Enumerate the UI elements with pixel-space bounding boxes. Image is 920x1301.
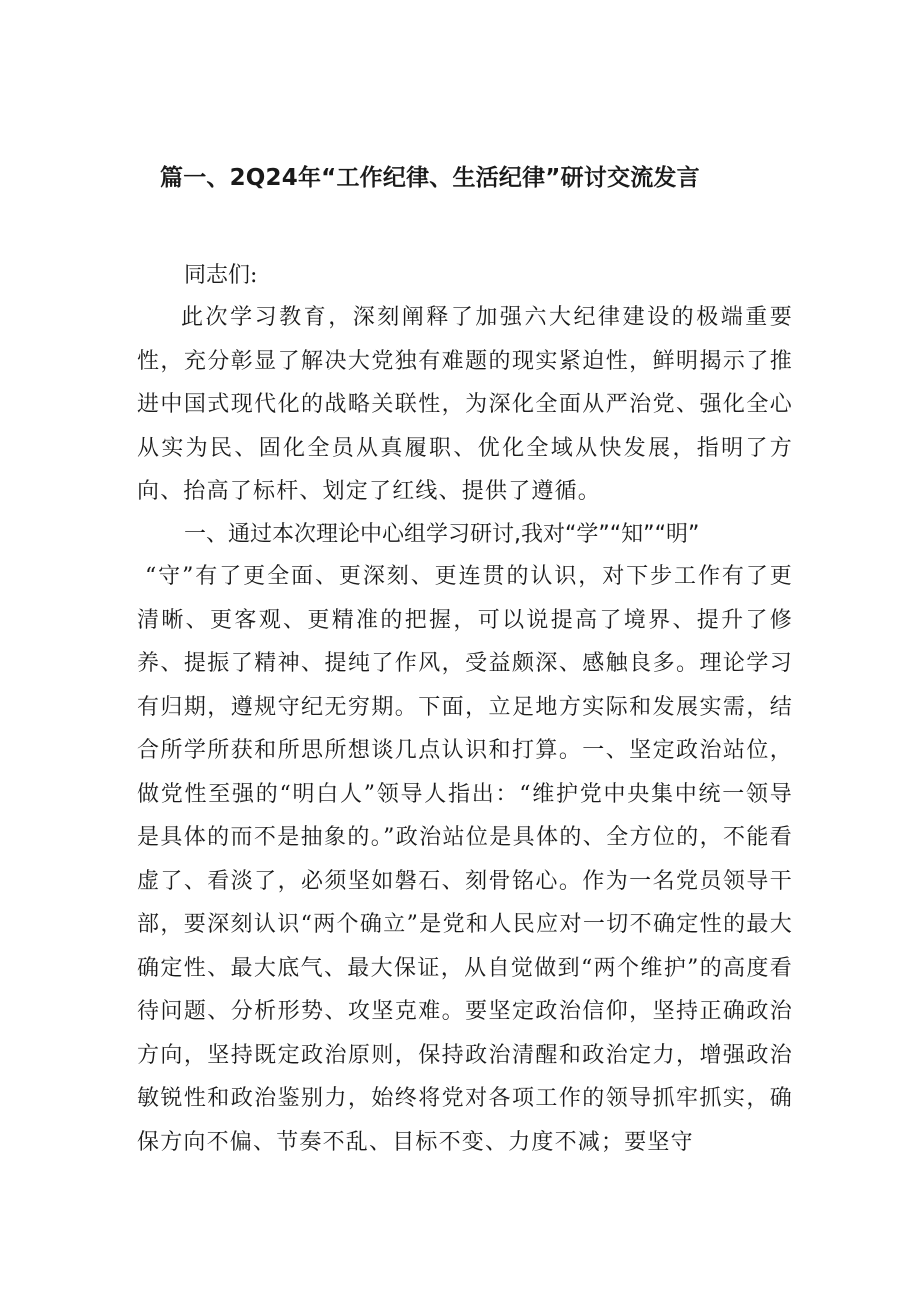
paragraph-body: “守”有了更全面、更深刻、更连贯的认识，对下步工作有了更清晰、更客观、更精准的把握，可以说提高了境界、提升了修养、提振了精神、提纯了作风，受益颇深、感触良多。理论学习有归期，遵规守纪无穷期。下面，立足地方实际和发展实需，结合所学所获和所思所想谈几点认识和打算。一、坚定政治站位，做党性至强的“明白人”领导人指出：“维护党中央集中统一领导是具体的而不是抽象的。”政治站位是具体的、全方位的，不能看虚了、看淡了，必须坚如磐石、刻骨铭心。作为一名党员领导干部，要深刻认识“两个确立”是党和人民应对一切不确定性的最大确定性、最大底气、最大保证，从自觉做到“两个维护”的高度看待问题、分析形势、攻坚克难。要坚定政治信仰，坚持正确政治方向，坚持既定政治原则，保持政治清醒和政治定力，增强政治敏锐性和政治鉴别力，始终将党对各项工作的领导抓牢抓实，确保方向不偏、节奏不乱、目标不变、力度不减；要坚守 bbox=[137, 564, 793, 1155]
salutation: 同志们: bbox=[184, 263, 258, 288]
section-heading: 一、通过本次理论中心组学习研讨,我对“学”“知”“明” bbox=[184, 522, 700, 547]
paragraph-intro: 此次学习教育，深刻阐释了加强六大纪律建设的极端重要性，充分彰显了解决大党独有难题的现实紧迫性，鲜明揭示了推进中国式现代化的战略关联性，为深化全面从严治党、强化全心从实为民、固化全员从真履职、优化全域从快发展，指明了方向、抬高了标杆、划定了红线、提供了遵循。 bbox=[137, 305, 793, 504]
document-title: 篇一、2Q24年“工作纪律、生活纪律”研讨交流发言 bbox=[160, 165, 700, 191]
